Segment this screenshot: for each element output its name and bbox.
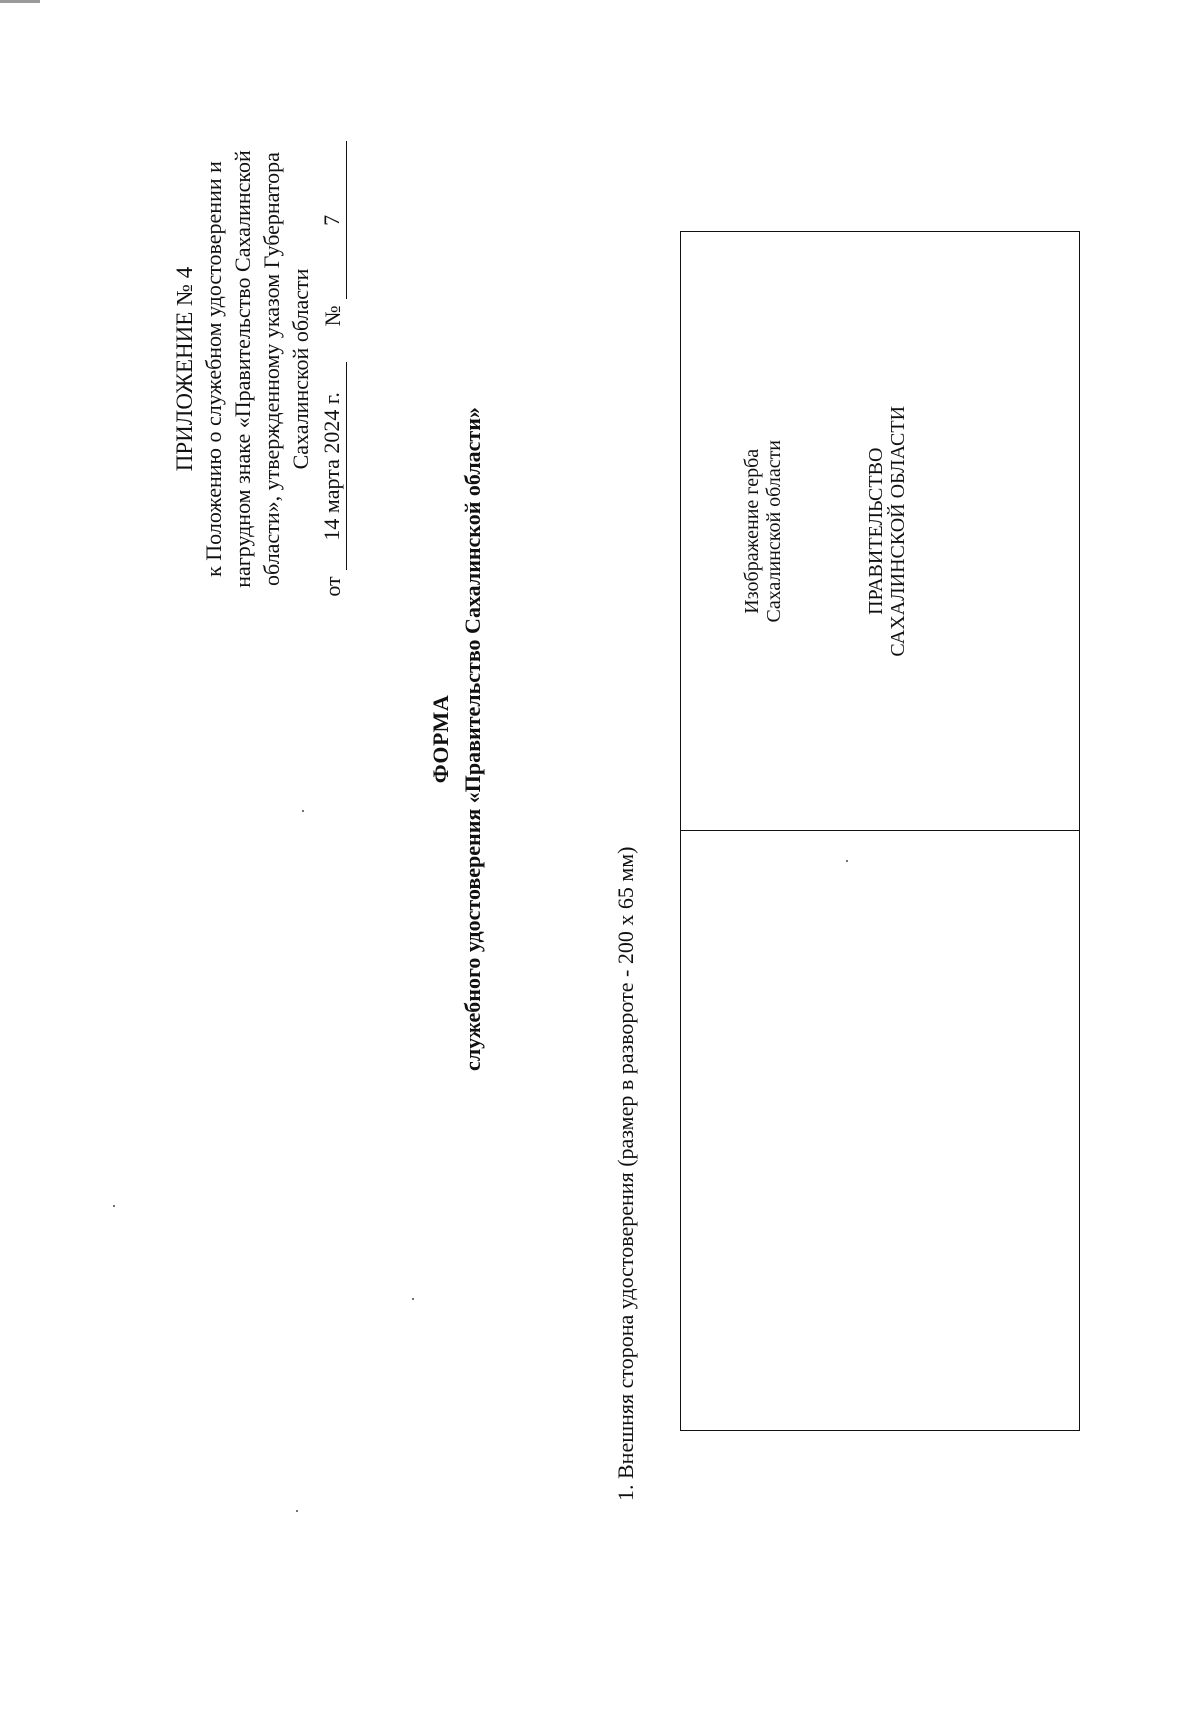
appendix-line: к Положению о служебном удостоверении и [201, 161, 226, 577]
form-title: ФОРМА [428, 694, 453, 784]
number-sign: № [320, 305, 345, 327]
appendix-line: области», утвержденному указом Губернатора [259, 152, 284, 586]
appendix-line: Сахалинской области [288, 268, 313, 470]
decree-dateline [317, 69, 347, 669]
emblem-caption-line: Изображение герба [741, 448, 763, 614]
card-back-cover [681, 831, 1079, 1431]
government-name-line: ПРАВИТЕЛЬСТВО [865, 447, 887, 615]
section-label: 1. Внешняя сторона удостоверения (размер в развороте - 200 х 65 мм) [613, 846, 638, 1501]
appendix-title: ПРИЛОЖЕНИЕ № 4 [172, 266, 197, 472]
decree-number: 7 [317, 141, 347, 299]
id-card-outer-side [680, 231, 1080, 1431]
appendix-line: нагрудном знаке «Правительство Сахалинской [230, 150, 255, 588]
form-subtitle: служебного удостоверения «Правительство Сахалинской области» [460, 407, 485, 1071]
form-heading [425, 189, 489, 1289]
government-name [865, 406, 909, 657]
emblem-caption [741, 440, 785, 623]
government-name-line: САХАЛИНСКОЙ ОБЛАСТИ [887, 405, 909, 657]
appendix-block [170, 69, 347, 669]
date-prefix: от [320, 576, 345, 597]
emblem-caption-line: Сахалинской области [763, 439, 785, 623]
decree-date: 14 марта 2024 г. [317, 362, 347, 570]
card-front-cover [681, 232, 1079, 831]
